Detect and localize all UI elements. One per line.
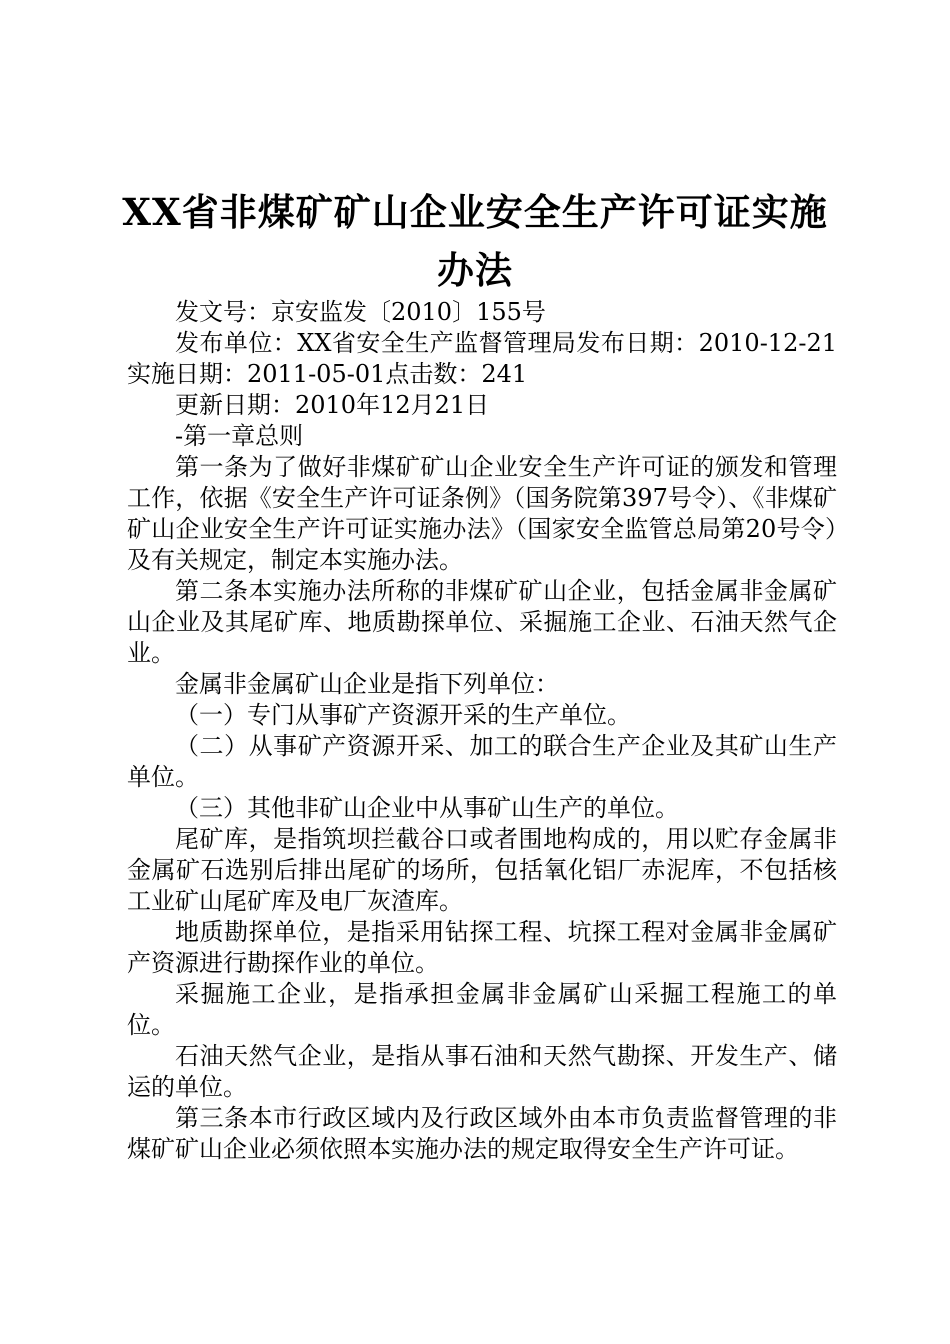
- list-item-1: （一）专门从事矿产资源开采的生产单位。: [175, 701, 631, 729]
- update-date: 更新日期：2010年12月21日: [175, 391, 490, 419]
- excavation-definition: 采掘施工企业，是指承担金属非金属矿山采掘工程施工的单位。: [127, 980, 837, 1039]
- article-1: 第一条为了做好非煤矿矿山企业安全生产许可证的颁发和管理工作，依据《安全生产许可证条例》（国务院第397号令）、《非煤矿矿山企业安全生产许可证实施办法》（国家安全监管总局第20号令）及有关规定，制定本实施办法。: [127, 453, 837, 574]
- chapter-heading: -第一章总则: [175, 422, 304, 450]
- document-title: XX省非煤矿矿山企业安全生产许可证实施办法: [122, 190, 828, 292]
- metal-mine-definition: 金属非金属矿山企业是指下列单位：: [175, 670, 559, 698]
- article-2: 第二条本实施办法所称的非煤矿矿山企业，包括金属非金属矿山企业及其尾矿库、地质勘探单位、采掘施工企业、石油天然气企业。: [127, 577, 837, 667]
- publish-info: 发布单位：XX省安全生产监督管理局发布日期：2010-12-21实施日期：2011-05-01点击数：241: [127, 329, 837, 388]
- list-item-3: （三）其他非矿山企业中从事矿山生产的单位。: [175, 794, 679, 822]
- article-3: 第三条本市行政区域内及行政区域外由本市负责监督管理的非煤矿矿山企业必须依照本实施办法的规定取得安全生产许可证。: [127, 1104, 837, 1163]
- tailings-definition: 尾矿库，是指筑坝拦截谷口或者围地构成的，用以贮存金属非金属矿石选别后排出尾矿的场所，包括氧化铝厂赤泥库，不包括核工业矿山尾矿库及电厂灰渣库。: [127, 825, 837, 915]
- oil-gas-definition: 石油天然气企业，是指从事石油和天然气勘探、开发生产、储运的单位。: [127, 1042, 837, 1101]
- document-body: [127, 297, 837, 1165]
- list-item-2: （二）从事矿产资源开采、加工的联合生产企业及其矿山生产单位。: [127, 732, 837, 791]
- issue-number: 发文号：京安监发〔2010〕155号: [175, 298, 546, 326]
- geological-definition: 地质勘探单位，是指采用钻探工程、坑探工程对金属非金属矿产资源进行勘探作业的单位。: [127, 918, 837, 977]
